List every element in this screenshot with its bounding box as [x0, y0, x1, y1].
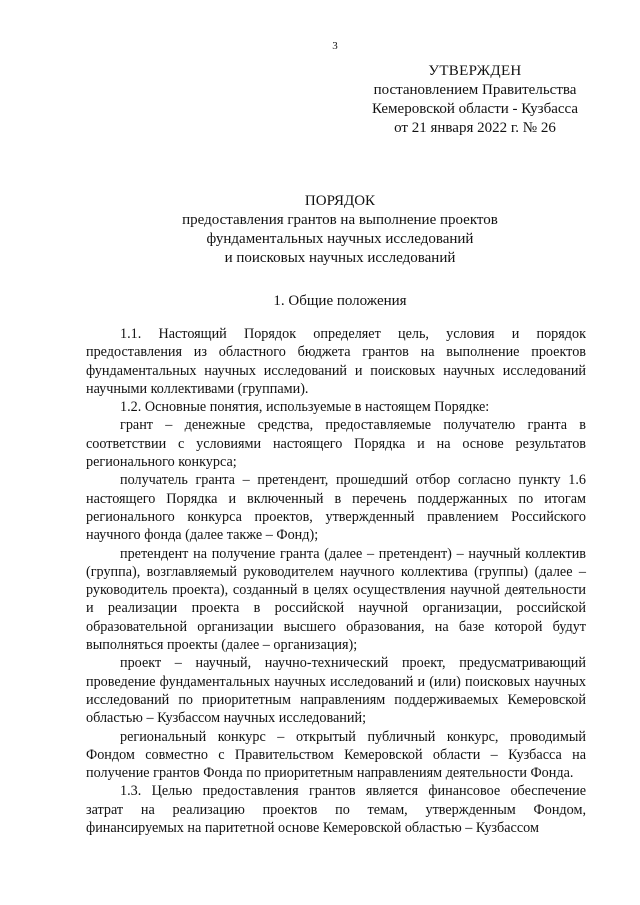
section-heading: 1. Общие положения: [273, 293, 407, 309]
body-text: [86, 325, 586, 837]
document-subtitle-line: фундаментальных научных исследований: [206, 231, 474, 247]
paragraph: 1.3. Целью предоставления грантов является финансовое обеспечение затрат на реализацию проектов по темам, утвержденным Фондом, финансируемых на паритетной основе Кемеровской областью – Кузбассом: [86, 783, 586, 837]
document-title: ПОРЯДОК: [304, 193, 376, 209]
paragraph: получатель гранта – претендент, прошедший отбор согласно пункту 1.6 настоящего Порядка и включенный в перечень поддержанных по итогам регионального конкурса проектов, утвержденный правлением Российского научного фонда (далее также – Фонд);: [86, 472, 586, 544]
page-number: 3: [332, 40, 338, 52]
document-title-block: [110, 192, 570, 268]
document-subtitle-line: предоставления грантов на выполнение проектов: [182, 212, 498, 228]
approval-stamp: [360, 62, 590, 138]
paragraph: претендент на получение гранта (далее – претендент) – научный коллектив (группа), возглавляемый руководителем научного коллектива (группы) (далее – руководитель проекта), созданный в целях осуществления научной деятельности и реализации проекта в российской научной организации, российской образовательной организации высшего образования, на базе которой будут выполняться проекты (далее – организация);: [86, 545, 586, 654]
paragraph: региональный конкурс – открытый публичный конкурс, проводимый Фондом совместно с Правительством Кемеровской области – Кузбасса на получение грантов Фонда по приоритетным направлениям деятельности Фонда.: [86, 728, 586, 782]
approval-line: Кемеровской области - Кузбасса: [371, 101, 579, 117]
approval-line: постановлением Правительства: [373, 82, 577, 98]
paragraph: грант – денежные средства, предоставляемые получателю гранта в соответствии с условиями настоящего Порядка и на основе результатов регионального конкурса;: [86, 417, 586, 471]
paragraph: 1.1. Настоящий Порядок определяет цель, условия и порядок предоставления из областного бюджета грантов на выполнение проектов фундаментальных научных исследований и поисковых научных исследований научными коллективами (группами).: [86, 326, 586, 397]
approval-title: УТВЕРЖДЕН: [428, 63, 522, 79]
approval-line: от 21 января 2022 г. № 26: [394, 120, 556, 136]
document-subtitle-line: и поисковых научных исследований: [224, 250, 456, 266]
paragraph: проект – научный, научно-технический проект, предусматривающий проведение фундаментальных научных исследований и (или) поисковых научных исследований по приоритетным направлениям поддерживаемых Кемеровской областью – Кузбассом научных исследований;: [86, 655, 586, 727]
paragraph: 1.2. Основные понятия, используемые в настоящем Порядке:: [120, 399, 490, 416]
